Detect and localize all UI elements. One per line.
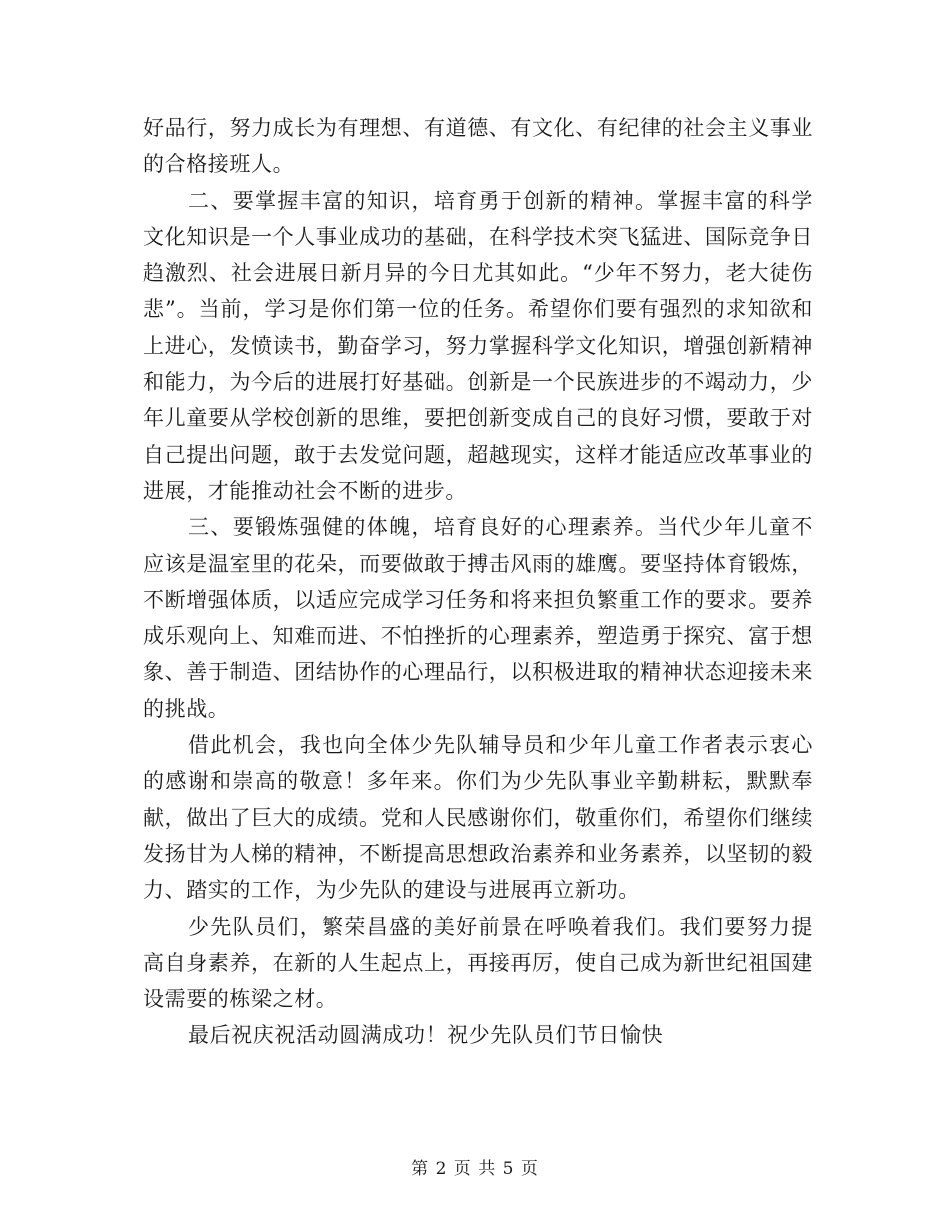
paragraph-1: 好品行，努力成长为有理想、有道德、有文化、有纪律的社会主义事业的合格接班人。 <box>143 116 813 177</box>
page-number-footer: 第 2 页 共 5 页 <box>411 1159 539 1179</box>
paragraph-4: 借此机会，我也向全体少先队辅导员和少年儿童工作者表示衷心的感谢和崇高的敬意！多年来。你们为少先队事业辛勤耕耘，默默奉献，做出了巨大的成绩。党和人民感谢你们，敬重你们，希望你们继续发扬甘为人梯的精神，不断提高思想政治素养和业务素养，以坚韧的毅力、踏实的工作，为少先队的建设与进展再立新功。 <box>143 733 813 903</box>
paragraph-2: 二、要掌握丰富的知识，培育勇于创新的精神。掌握丰富的科学文化知识是一个人事业成功的基础，在科学技术突飞猛进、国际竞争日趋激烈、社会进展日新月异的今日尤其如此。“少年不努力，老大徒伤悲”。当前，学习是你们第一位的任务。希望你们要有强烈的求知欲和上进心，发愤读书，勤奋学习，努力掌握科学文化知识，增强创新精神和能力，为今后的进展打好基础。创新是一个民族进步的不竭动力，少年儿童要从学校创新的思维，要把创新变成自己的良好习惯，要敢于对自己提出问题，敢于去发觉问题，超越现实，这样才能适应改革事业的进展，才能推动社会不断的进步。 <box>143 188 813 503</box>
paragraph-6: 最后祝庆祝活动圆满成功！祝少先队员们节日愉快 <box>188 1023 664 1048</box>
paragraph-3: 三、要锻炼强健的体魄，培育良好的心理素养。当代少年儿童不应该是温室里的花朵，而要做敢于搏击风雨的雄鹰。要坚持体育锻炼，不断增强体质，以适应完成学习任务和将来担负繁重工作的要求。要养成乐观向上、知难而进、不怕挫折的心理素养，塑造勇于探究、富于想象、善于制造、团结协作的心理品行，以积极进取的精神状态迎接未来的挑战。 <box>143 515 813 721</box>
paragraph-5: 少先队员们，繁荣昌盛的美好前景在呼唤着我们。我们要努力提高自身素养，在新的人生起点上，再接再厉，使自己成为新世纪祖国建设需要的栋梁之材。 <box>143 914 813 1012</box>
document-body <box>143 110 813 1054</box>
